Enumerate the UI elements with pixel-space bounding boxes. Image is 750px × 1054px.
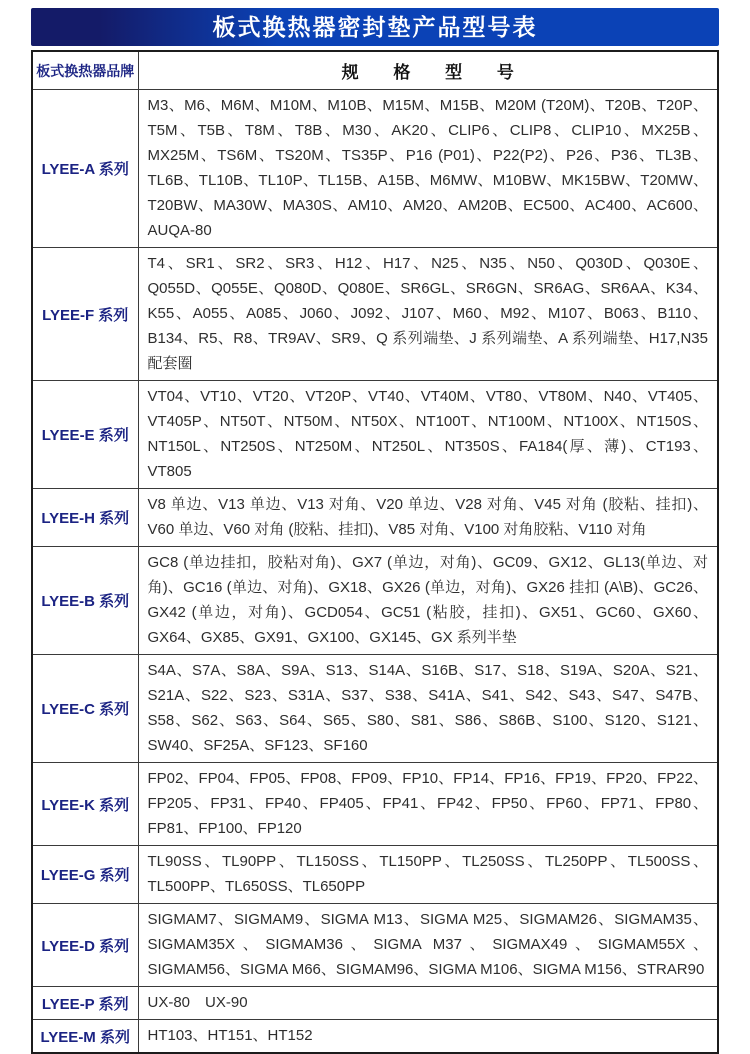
series-label: LYEE-G 系列 [32,846,138,904]
series-label: LYEE-H 系列 [32,489,138,547]
series-label: LYEE-K 系列 [32,763,138,846]
table-row [32,547,718,655]
table-row [32,904,718,987]
models-text: UX-80 UX-90 [138,987,718,1020]
series-label: LYEE-B 系列 [32,547,138,655]
series-label: LYEE-M 系列 [32,1020,138,1054]
table-row [32,248,718,381]
product-model-table [31,50,719,1054]
models-text: V8 单边、V13 单边、V13 对角、V20 单边、V28 对角、V45 对角 (胶粘、挂扣)、V60 单边、V60 对角 (胶粘、挂扣)、V85 对角、V100 对角胶粘、V110 对角 [138,489,718,547]
models-text: TL90SS、TL90PP、TL150SS、TL150PP、TL250SS、TL250PP、TL500SS、TL500PP、TL650SS、TL650PP [138,846,718,904]
table-row [32,987,718,1020]
series-label: LYEE-F 系列 [32,248,138,381]
table-row [32,381,718,489]
models-text: VT04、VT10、VT20、VT20P、VT40、VT40M、VT80、VT80M、N40、VT405、VT405P、NT50T、NT50M、NT50X、NT100T、NT100M、NT100X、NT150S、NT150L、NT250S、NT250M、NT250L、NT350S、FA184(厚、薄)、CT193、VT805 [138,381,718,489]
table-row [32,763,718,846]
series-label: LYEE-E 系列 [32,381,138,489]
series-label: LYEE-A 系列 [32,90,138,248]
series-label: LYEE-D 系列 [32,904,138,987]
models-text: FP02、FP04、FP05、FP08、FP09、FP10、FP14、FP16、FP19、FP20、FP22、FP205、FP31、FP40、FP405、FP41、FP42、FP50、FP60、FP71、FP80、FP81、FP100、FP120 [138,763,718,846]
models-text: T4、SR1、SR2、SR3、H12、H17、N25、N35、N50、Q030D、Q030E、Q055D、Q055E、Q080D、Q080E、SR6GL、SR6GN、SR6AG、SR6AA、K34、K55、A055、A085、J060、J092、J107、M60、M92、M107、B063、B110、B134、R5、R8、TR9AV、SR9、Q 系列端垫、J 系列端垫、A 系列端垫、H17,N35 配套圈 [138,248,718,381]
models-text: SIGMAM7、SIGMAM9、SIGMA M13、SIGMA M25、SIGMAM26、SIGMAM35、SIGMAM35X、SIGMAM36、SIGMA M37、SIGMAX49、SIGMAM55X、SIGMAM56、SIGMA M66、SIGMAM96、SIGMA M106、SIGMA M156、STRAR90 [138,904,718,987]
series-label: LYEE-C 系列 [32,655,138,763]
spec-column-header: 规 格 型 号 [138,51,718,90]
product-model-card [31,8,719,1054]
brand-column-header: 板式换热器品牌 [32,51,138,90]
models-text: HT103、HT151、HT152 [138,1020,718,1054]
models-text: GC8 (单边挂扣，胶粘对角)、GX7 (单边，对角)、GC09、GX12、GL13(单边、对角)、GC16 (单边、对角)、GX18、GX26 (单边，对角)、GX26 挂扣 (A\B)、GC26、GX42 (单边，对角)、GCD054、GC51 (粘胶，挂扣)、GX51、GC60、GX60、GX64、GX85、GX91、GX100、GX145、GX 系列半垫 [138,547,718,655]
table-row [32,90,718,248]
table-header-row [32,51,718,90]
table-row [32,489,718,547]
table-row [32,655,718,763]
page-title: 板式换热器密封垫产品型号表 [31,8,719,46]
models-text: S4A、S7A、S8A、S9A、S13、S14A、S16B、S17、S18、S19A、S20A、S21、S21A、S22、S23、S31A、S37、S38、S41A、S41、S42、S43、S47、S47B、S58、S62、S63、S64、S65、S80、S81、S86、S86B、S100、S120、S121、SW40、SF25A、SF123、SF160 [138,655,718,763]
table-body [32,90,718,1054]
models-text: M3、M6、M6M、M10M、M10B、M15M、M15B、M20M (T20M)、T20B、T20P、T5M、T5B、T8M、T8B、M30、AK20、CLIP6、CLIP8、CLIP10、MX25B、MX25M、TS6M、TS20M、TS35P、P16 (P01)、P22(P2)、P26、P36、TL3B、TL6B、TL10B、TL10P、TL15B、A15B、M6MW、M10BW、MK15BW、T20MW、T20BW、MA30W、MA30S、AM10、AM20、AM20B、EC500、AC400、AC600、AUQA-80 [138,90,718,248]
series-label: LYEE-P 系列 [32,987,138,1020]
table-row [32,1020,718,1054]
table-row [32,846,718,904]
